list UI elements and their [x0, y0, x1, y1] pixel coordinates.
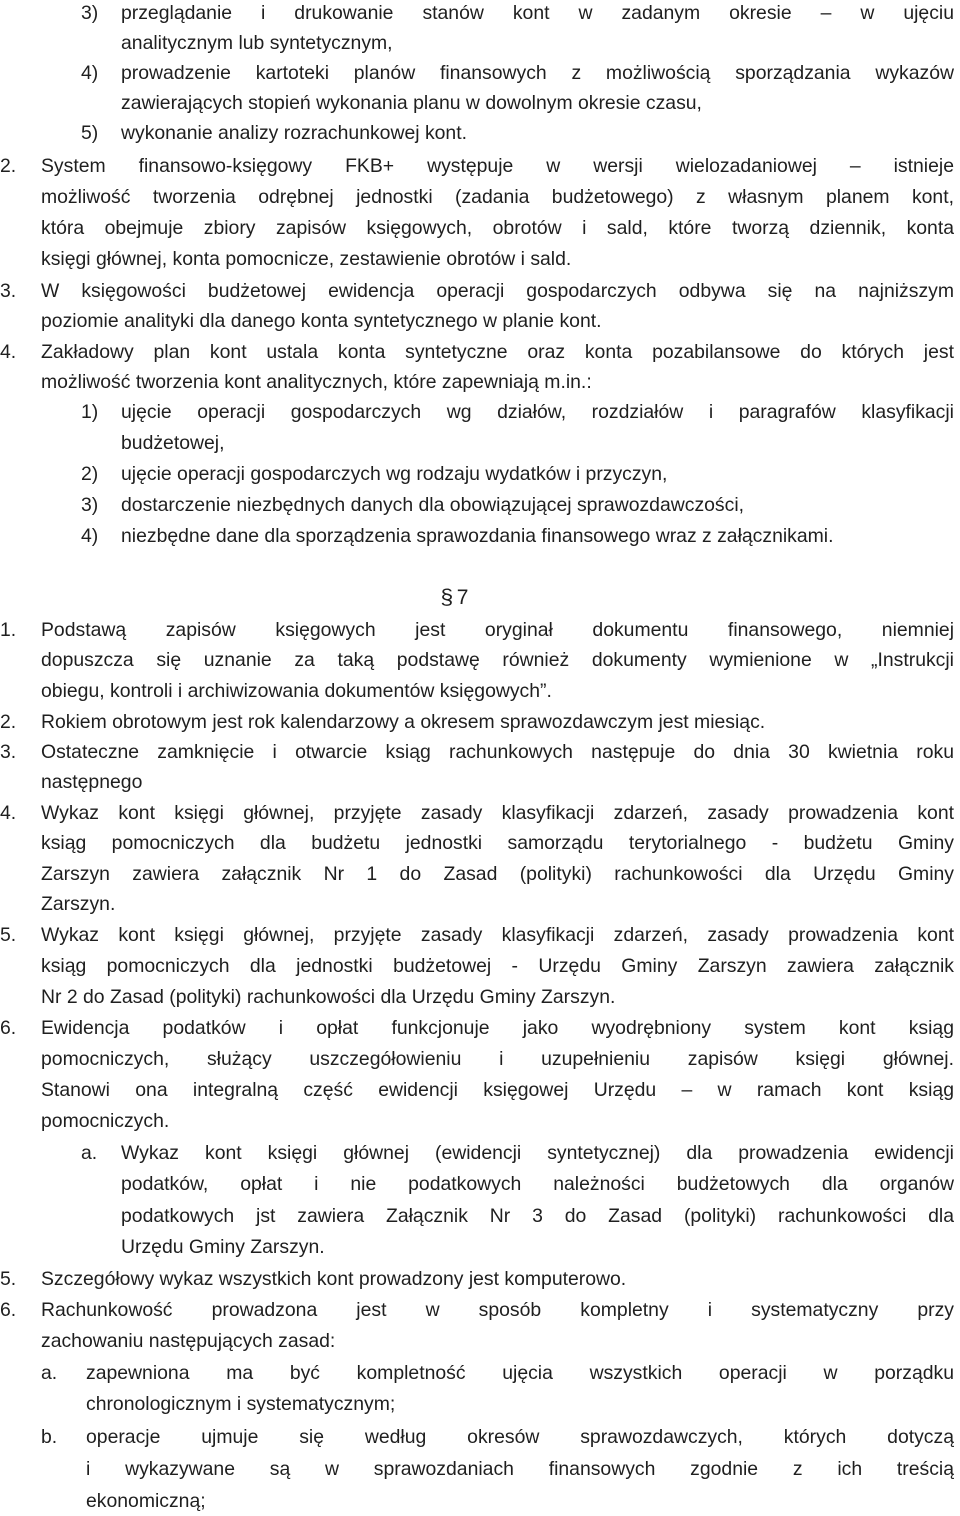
text-line: analitycznym lub syntetycznym, — [121, 32, 393, 54]
list-marker: 5. — [0, 924, 17, 946]
text-line: obiegu, kontroli i archiwizowania dokumentów księgowych”. — [41, 680, 552, 702]
list-marker: 3. — [0, 280, 17, 302]
text-line: poziomie analityki dla danego konta syntetycznego w planie kont. — [41, 310, 602, 332]
text-line: prowadzenie kartoteki planów finansowych z możliwością sporządzania wykazów — [121, 62, 954, 84]
text-line: pomocniczych, służący uszczegółowieniu i uzupełnieniu zapisów księgi głównej. — [41, 1048, 954, 1070]
list-marker: 5) — [81, 122, 99, 144]
text-line: zachowaniu następujących zasad: — [41, 1330, 336, 1352]
text-line: Rachunkowość prowadzona jest w sposób kompletny i systematyczny przy — [41, 1299, 954, 1321]
list-marker: 2. — [0, 155, 17, 177]
text-line: księgi głównej, konta pomocnicze, zestawienie obrotów i sald. — [41, 248, 572, 270]
text-line: podatkowych jst zawiera Załącznik Nr 3 do Zasad (polityki) rachunkowości dla — [121, 1205, 954, 1227]
list-marker: b. — [41, 1426, 58, 1448]
text-line: Wykaz kont księgi głównej (ewidencji syntetycznej) dla prowadzenia ewidencji — [121, 1142, 954, 1164]
text-line: pomocniczych. — [41, 1110, 170, 1132]
text-line: chronologicznym i systematycznym; — [86, 1393, 396, 1415]
text-line: ksiąg pomocniczych dla budżetu jednostki samorządu terytorialnego - budżetu Gminy — [41, 832, 954, 854]
text-line: Zakładowy plan kont ustala konta syntetyczne oraz konta pozabilansowe do których jest — [41, 341, 954, 363]
text-line: Podstawą zapisów księgowych jest oryginał dokumentu finansowego, niemniej — [41, 619, 954, 641]
text-line: budżetowej, — [121, 432, 225, 454]
text-line: zawierających stopień wykonania planu w dowolnym okresie czasu, — [121, 92, 702, 114]
text-line: Ewidencja podatków i opłat funkcjonuje jako wyodrębniony system kont ksiąg — [41, 1017, 954, 1039]
text-line: Urzędu Gminy Zarszyn. — [121, 1236, 325, 1258]
text-line: W księgowości budżetowej ewidencja operacji gospodarczych odbywa się na najniższym — [41, 280, 954, 302]
text-line: i wykazywane są w sprawozdaniach finansowych zgodnie z ich treścią — [86, 1458, 954, 1480]
text-line: niezbędne dane dla sporządzenia sprawozdania finansowego wraz z załącznikami. — [121, 525, 834, 547]
list-marker: 4) — [81, 525, 99, 547]
text-line: przeglądanie i drukowanie stanów kont w zadanym okresie – w ujęciu — [121, 2, 954, 24]
text-line: ujęcie operacji gospodarczych wg działów, rozdziałów i paragrafów klasyfikacji — [121, 401, 954, 423]
text-line: która obejmuje zbiory zapisów księgowych, obrotów i sald, które tworzą dziennik, konta — [41, 217, 954, 239]
text-line: podatków, opłat i nie podatkowych należności budżetowych dla organów — [121, 1173, 954, 1195]
text-line: Wykaz kont księgi głównej, przyjęte zasady klasyfikacji zdarzeń, zasady prowadzenia kont — [41, 802, 954, 824]
text-line: operacje ujmuje się według okresów sprawozdawczych, których dotyczą — [86, 1426, 954, 1448]
text-line: Zarszyn. — [41, 893, 116, 915]
text-line: Wykaz kont księgi głównej, przyjęte zasady klasyfikacji zdarzeń, zasady prowadzenia kont — [41, 924, 954, 946]
list-marker: 5. — [0, 1268, 17, 1290]
list-marker: 1) — [81, 401, 99, 423]
list-marker: 4. — [0, 341, 17, 363]
list-marker: 6. — [0, 1299, 17, 1321]
text-line: System finansowo-księgowy FKB+ występuje w wersji wielozadaniowej – istnieje — [41, 155, 954, 177]
text-line: następnego — [41, 771, 143, 793]
section-number: 7 — [456, 586, 469, 609]
text-line: ksiąg pomocniczych dla jednostki budżetowej - Urzędu Gminy Zarszyn zawiera załącznik — [41, 955, 954, 977]
text-line: dopuszcza się uznanie za taką podstawę również dokumenty wymienione w „Instrukcji — [41, 649, 954, 671]
text-line: Ostateczne zamknięcie i otwarcie ksiąg rachunkowych następuje do dnia 30 kwietnia roku — [41, 741, 954, 763]
text-line: zapewniona ma być kompletność ujęcia wszystkich operacji w porządku — [86, 1362, 954, 1384]
text-line: Rokiem obrotowym jest rok kalendarzowy a okresem sprawozdawczym jest miesiąc. — [41, 711, 766, 733]
list-marker: a. — [81, 1142, 98, 1164]
list-marker: a. — [41, 1362, 58, 1384]
text-line: możliwość tworzenia kont analitycznych, które zapewniają m.in.: — [41, 371, 592, 393]
text-line: Szczegółowy wykaz wszystkich kont prowadzony jest komputerowo. — [41, 1268, 627, 1290]
list-marker: 2. — [0, 711, 17, 733]
section-sign: § — [440, 586, 454, 609]
list-marker: 3) — [81, 2, 99, 24]
text-line: Zarszyn zawiera załącznik Nr 1 do Zasad (polityki) rachunkowości dla Urzędu Gminy — [41, 863, 954, 885]
list-marker: 1. — [0, 619, 17, 641]
section-heading — [441, 585, 468, 611]
text-line: Nr 2 do Zasad (polityki) rachunkowości dla Urzędu Gminy Zarszyn. — [41, 986, 616, 1008]
list-marker: 3. — [0, 741, 17, 763]
text-line: wykonanie analizy rozrachunkowej kont. — [121, 122, 467, 144]
text-line: dostarczenie niezbędnych danych dla obowiązującej sprawozdawczości, — [121, 494, 745, 516]
list-marker: 6. — [0, 1017, 17, 1039]
text-line: możliwość tworzenia odrębnej jednostki (zadania budżetowego) z własnym planem kont, — [41, 186, 954, 208]
list-marker: 4) — [81, 62, 99, 84]
list-marker: 3) — [81, 494, 99, 516]
list-marker: 2) — [81, 463, 99, 485]
list-marker: 4. — [0, 802, 17, 824]
text-line: ujęcie operacji gospodarczych wg rodzaju wydatków i przyczyn, — [121, 463, 668, 485]
text-line: ekonomiczną; — [86, 1490, 206, 1512]
text-line: Stanowi ona integralną część ewidencji księgowej Urzędu – w ramach kont ksiąg — [41, 1079, 954, 1101]
